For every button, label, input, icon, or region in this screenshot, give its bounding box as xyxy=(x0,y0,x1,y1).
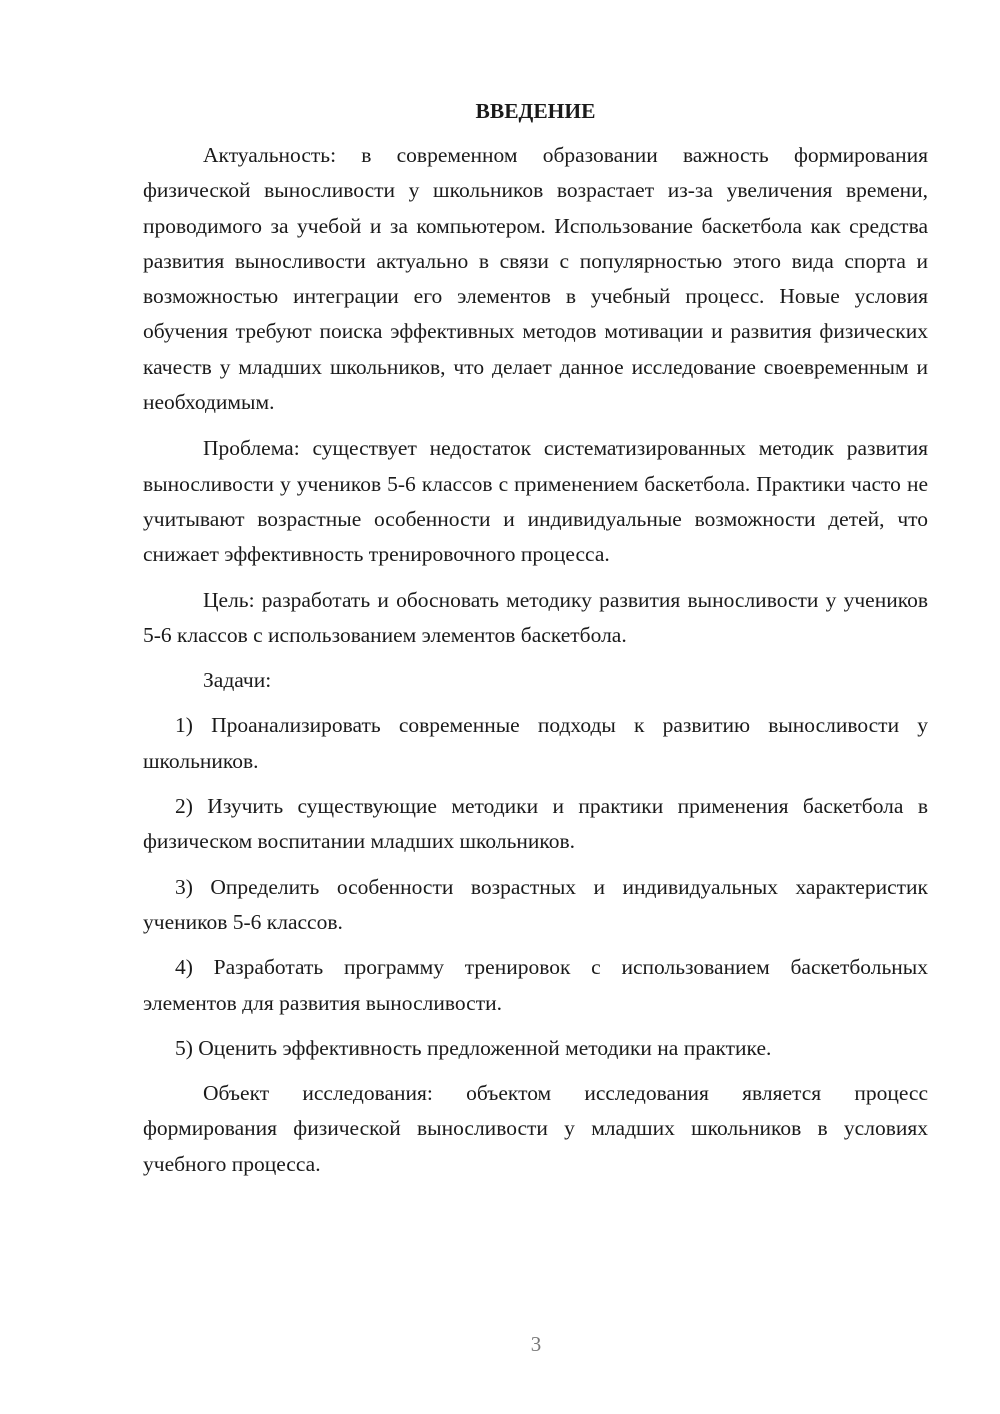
page-title: ВВЕДЕНИЕ xyxy=(475,99,596,123)
paragraph-object: Объект исследования: объектом исследования является процесс формирования физической выносливости у младших школьников в условиях учебного процесса. xyxy=(143,1081,928,1176)
task-item-4: 4) Разработать программу тренировок с использованием баскетбольных элементов для развития выносливости. xyxy=(143,955,928,1015)
document-page xyxy=(143,92,928,1192)
paragraph-problem: Проблема: существует недостаток систематизированных методик развития выносливости у учеников 5-6 классов с применением баскетбола. Практики часто не учитывают возрастные особенности и индивидуальные возможности детей, что снижает эффективность тренировочного процесса. xyxy=(143,436,928,567)
task-item-2: 2) Изучить существующие методики и практики применения баскетбола в физическом воспитании младших школьников. xyxy=(143,794,928,854)
task-item-5: 5) Оценить эффективность предложенной методики на практике. xyxy=(175,1035,772,1060)
task-item-1: 1) Проанализировать современные подходы к развитию выносливости у школьников. xyxy=(143,713,928,773)
tasks-heading: Задачи: xyxy=(203,668,272,693)
paragraph-goal: Цель: разработать и обосновать методику развития выносливости у учеников 5-6 классов с использованием элементов баскетбола. xyxy=(143,587,928,647)
paragraph-relevance: Актуальность: в современном образовании важность формирования физической выносливости у школьников возрастает из-за увеличения времени, проводимого за учебой и за компьютером. Использование баскетбола как средства развития выносливости актуально в связи с популярностью этого вида спорта и возможностью интеграции его элементов в учебный процесс. Новые условия обучения требуют поиска эффективных методов мотивации и развития физических качеств у младших школьников, что делает данное исследование своевременным и необходимым. xyxy=(143,143,928,415)
task-item-3: 3) Определить особенности возрастных и индивидуальных характеристик учеников 5-6 классов. xyxy=(143,874,928,934)
page-number: 3 xyxy=(530,1332,542,1356)
